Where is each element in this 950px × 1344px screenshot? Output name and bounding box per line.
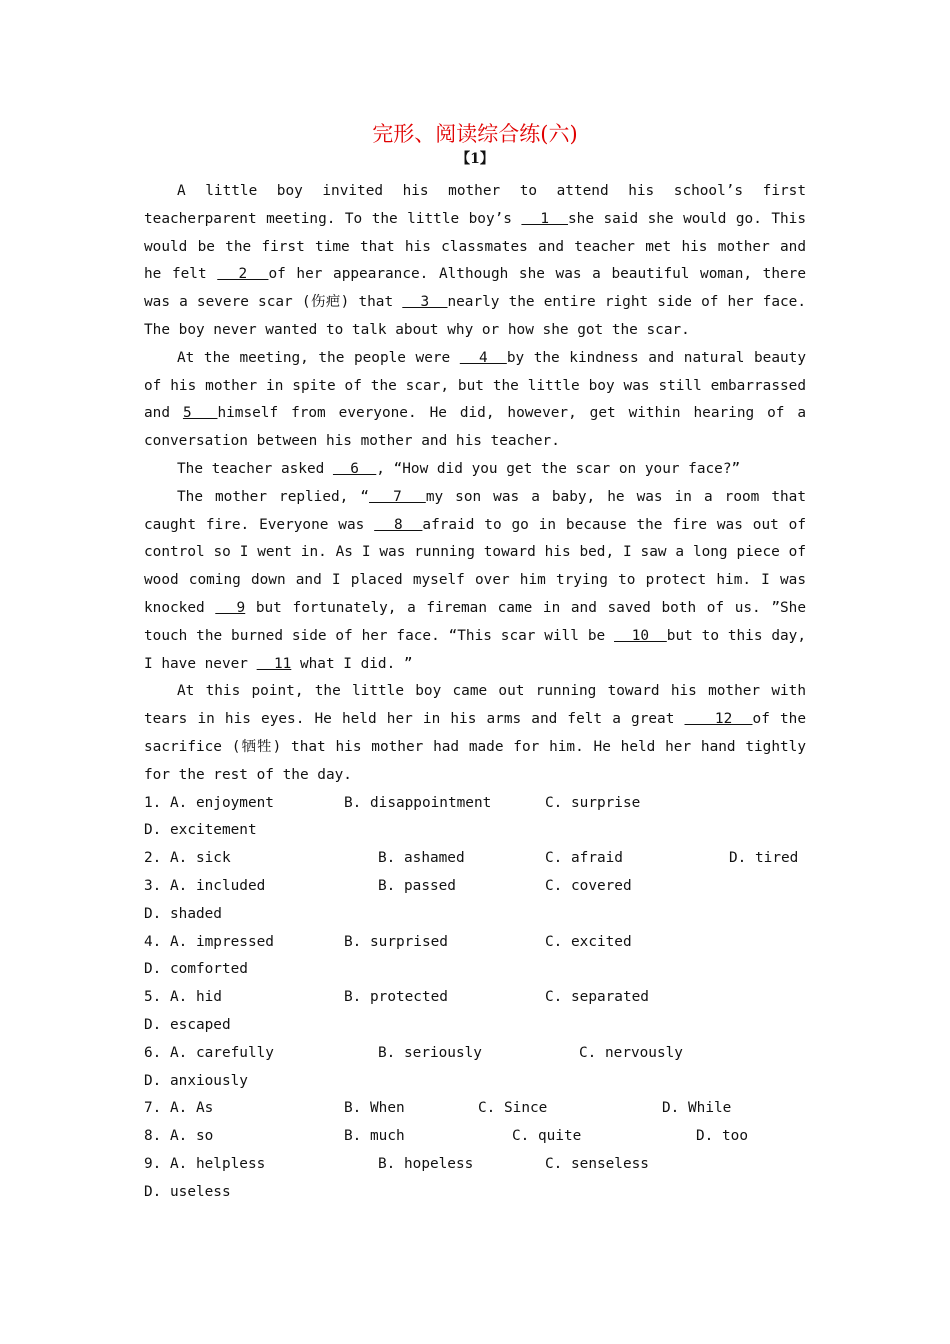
answer-option: C. separated	[545, 989, 649, 1006]
worksheet-title: 完形、阅读综合练(六)	[372, 122, 578, 146]
answer-option: B. much	[344, 1128, 405, 1145]
worksheet-page	[144, 118, 806, 1206]
answer-option: B. seriously	[378, 1044, 482, 1061]
blank-number: 5	[182, 405, 218, 422]
answer-option: C. Since	[478, 1100, 548, 1117]
question-options-row	[144, 1012, 806, 1040]
question-options-row	[144, 1123, 806, 1151]
question-options-row	[144, 929, 806, 957]
blank-number: 2	[217, 266, 269, 283]
question-options-row	[144, 956, 806, 984]
passage-paragraph: At the meeting, the people were 4 by the kindness and natural beauty of his mother in spite of the scar, but the little boy was still embarrassed and 5 himself from everyone. He did, however, get within hearing of a conversation between his mother and his teacher.	[144, 349, 807, 450]
answer-option: C. excited	[545, 933, 632, 950]
blank-number: 10	[614, 627, 667, 644]
passage-paragraph: At this point, the little boy came out running toward his mother with tears in his eyes. He held her in his arms and felt a great 12 of the sacrifice (牺牲) that his mother had made for him. He held her hand tightly for the rest of the day.	[144, 683, 806, 783]
question-options-row	[144, 1179, 806, 1207]
answer-option: 2. A. sick	[144, 850, 231, 867]
answer-option: B. disappointment	[344, 794, 492, 811]
answer-option: C. surprise	[545, 794, 641, 811]
answer-option: D. too	[696, 1128, 748, 1145]
question-options-row	[144, 984, 806, 1012]
blank-number: 4	[459, 349, 507, 366]
blank-number: 1	[521, 210, 568, 227]
answer-option: 6. A. carefully	[144, 1044, 274, 1061]
answer-option: D. While	[662, 1100, 732, 1117]
answer-option: 7. A. As	[144, 1100, 214, 1117]
answer-option: C. nervously	[579, 1044, 683, 1061]
blank-number: 8	[374, 516, 423, 533]
answer-option: 5. A. hid	[144, 989, 222, 1006]
answer-option: 3. A. included	[144, 877, 266, 894]
answer-option: 8. A. so	[144, 1128, 214, 1145]
question-options-row	[144, 1068, 806, 1096]
answer-option: C. senseless	[545, 1155, 649, 1172]
blank-number: 6	[332, 460, 377, 477]
question-options-row	[144, 873, 806, 901]
answer-option: D. escaped	[144, 1016, 231, 1033]
answer-option: 4. A. impressed	[144, 933, 274, 950]
answer-option: D. anxiously	[144, 1072, 248, 1089]
blank-number: 7	[369, 488, 426, 505]
answer-option: B. surprised	[344, 933, 448, 950]
answer-option: D. useless	[144, 1183, 231, 1200]
cloze-passage	[144, 178, 806, 790]
answer-option: B. When	[344, 1100, 405, 1117]
answer-option: C. afraid	[545, 850, 623, 867]
answer-option: B. protected	[344, 989, 448, 1006]
question-options-row	[144, 845, 806, 873]
answer-option: 9. A. helpless	[144, 1155, 266, 1172]
answer-option: B. passed	[378, 877, 456, 894]
blank-number: 3	[402, 294, 448, 311]
answer-option: D. shaded	[144, 905, 222, 922]
section-label: 【1】	[456, 151, 494, 167]
passage-paragraph: A little boy invited his mother to attend his school’s first teacherparent meeting. To the little boy’s 1 she said she would go. This would be the first time that his classmates and teacher met his mother and he felt 2 of her appearance. Although she was a beautiful woman, there was a severe scar (伤疤) that 3 nearly the entire right side of her face. The boy never wanted to talk about why or how she got the scar.	[144, 183, 806, 338]
question-options-row	[144, 1040, 806, 1068]
answer-option: C. covered	[545, 877, 632, 894]
passage-paragraph: The teacher asked 6 , “How did you get the scar on your face?”	[177, 460, 741, 477]
question-options-row	[144, 817, 806, 845]
answer-option: B. ashamed	[378, 850, 465, 867]
answer-option: B. hopeless	[378, 1155, 474, 1172]
blank-number: 12	[684, 711, 753, 728]
answer-option: D. tired	[729, 850, 799, 867]
question-options-row	[144, 790, 806, 818]
question-options-row	[144, 1151, 806, 1179]
answer-option: C. quite	[512, 1128, 582, 1145]
question-options-row	[144, 901, 806, 929]
answer-option: D. excitement	[144, 822, 257, 839]
question-list	[144, 790, 806, 1207]
answer-option: D. comforted	[144, 961, 248, 978]
blank-number: 11	[256, 655, 292, 672]
blank-number: 9	[215, 599, 246, 616]
passage-paragraph: The mother replied, “ 7 my son was a baby, he was in a room that caught fire. Everyone was 8 afraid to go in because the fire was out of control so I went in. As I was running toward his bed, I saw a long piece of wood coming down and I placed myself over him trying to protect him. I was knocked 9 but fortunately, a fireman came in and saved both of us. ”She touch the burned side of her face. “This scar will be 10 but to this day, I have never 11 what I did. ”	[144, 488, 807, 672]
question-options-row	[144, 1095, 806, 1123]
answer-option: 1. A. enjoyment	[144, 794, 274, 811]
